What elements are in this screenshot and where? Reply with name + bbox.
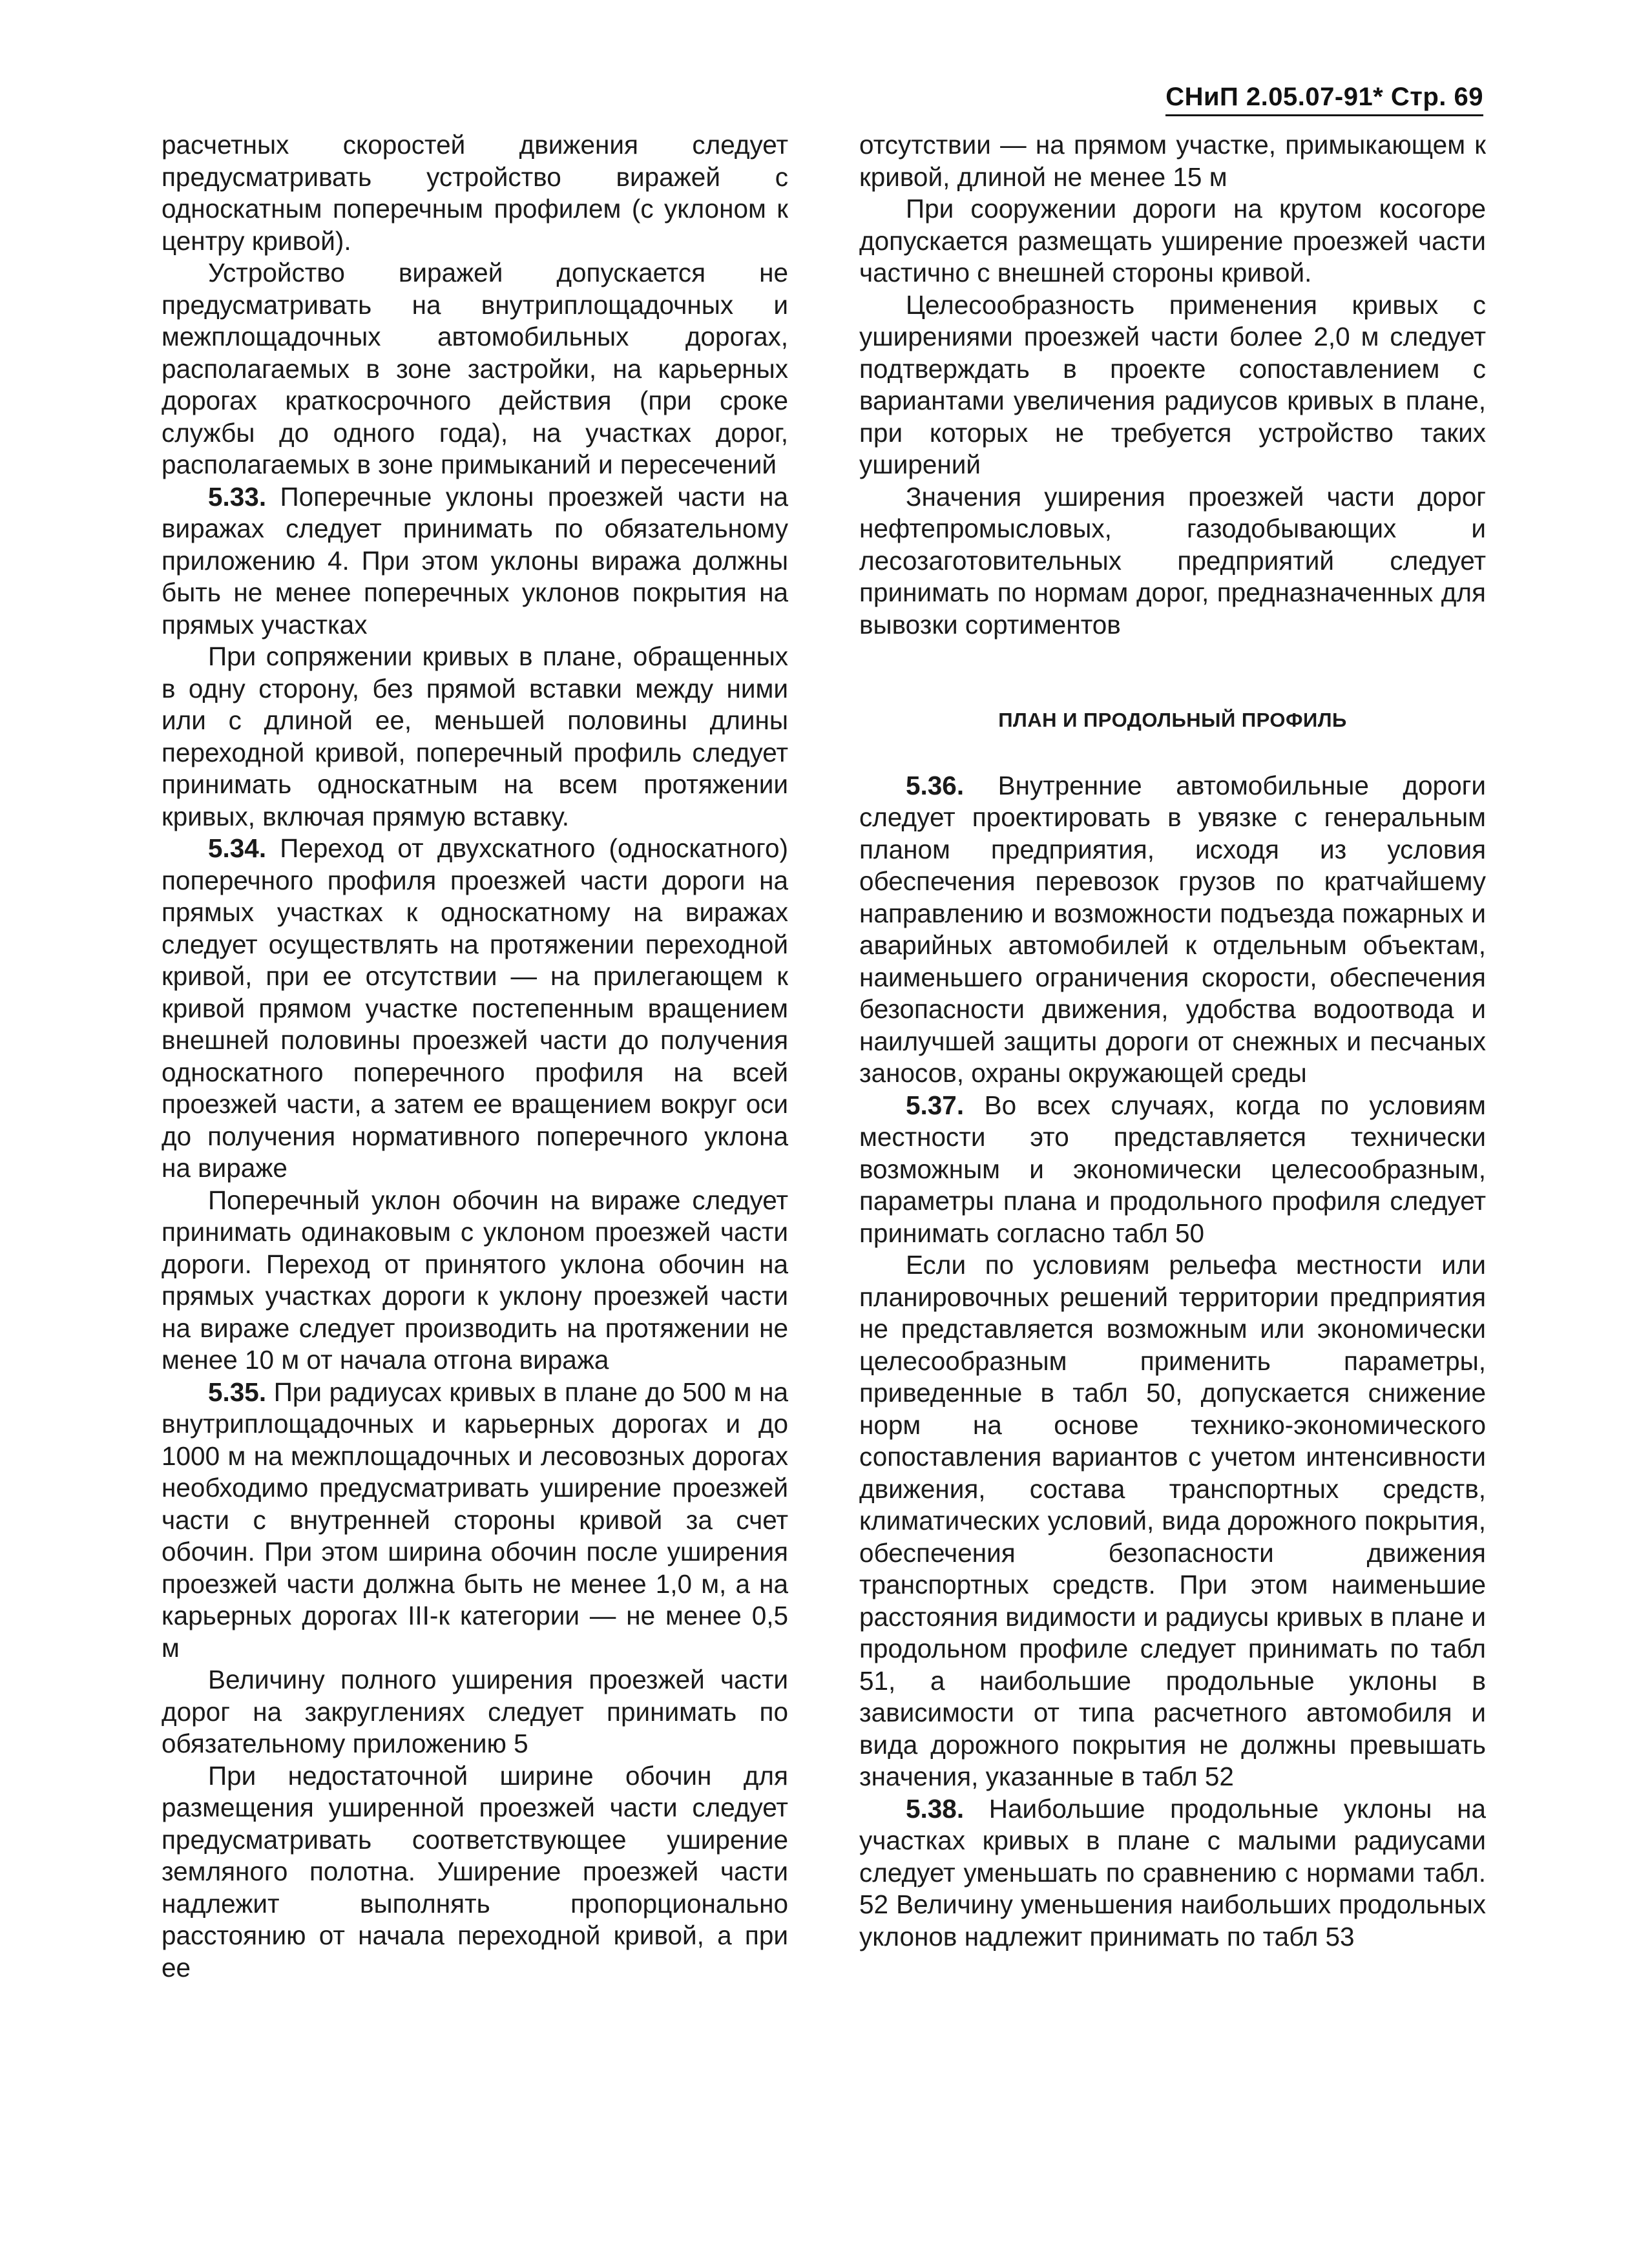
paragraph: Величину полного уширения проезжей части дорог на закруглениях следует принимать по обязательному приложению 5 [162,1665,788,1758]
paragraph: При сооружении дороги на крутом косогоре допускается размещать уширение проезжей части частично с внешней стороны кривой. [859,194,1486,287]
paragraph: Поперечный уклон обочин на вираже следует принимать одинаковым с уклоном проезжей части дороги. Переход от принятого уклона обочин на прямых участках дороги к уклону проезжей части на вираже следует производить на протяжении не менее 10 м от начала отгона виража [162,1185,788,1375]
clause-text: Наибольшие продольные уклоны на участках кривых в плане с малыми радиусами следует уменьшать по сравнению с нормами табл. 52 Величину уменьшения наибольших продольных уклонов надлежит принимать по табл 53 [859,1793,1486,1951]
clause-number: 5.36. [906,770,965,800]
clause-5-34 [162,833,788,1185]
clause-number: 5.38. [906,1793,965,1824]
section-heading: ПЛАН И ПРОДОЛЬНЫЙ ПРОФИЛЬ [998,709,1347,731]
clause-5-37 [859,1090,1486,1250]
paragraph: Значения уширения проезжей части дорог нефтепромысловых, газодобывающих и лесозаготовительных предприятий следует принимать по нормам дорог, предназначенных для вывозки сортиментов [859,481,1486,640]
paragraph: Если по условиям рельефа местности или планировочных решений территории предприятия не представляется возможным или экономически целесообразным применить параметры, приведенные в табл 50, допускается снижение норм на основе технико-экономического сопоставления вариантов с учетом интенсивности движения, состава транспортных средств, климатических условий, вида дорожного покрытия, обеспечения безопасности движения транспортных средств. При этом наименьшие расстояния видимости и радиусы кривых в плане и продольном профиле следует принимать по табл 51, а наибольшие продольные уклоны в зависимости от типа расчетного автомобиля и вида дорожного покрытия не должны превышать значения, указанные в табл 52 [859,1250,1486,1791]
paragraph: При недостаточной ширине обочин для размещения уширенной проезжей части следует предусматривать соответствующее уширение земляного полотна. Уширение проезжей части надлежит выполнять пропорционально расстоянию от начала переходной кривой, а при ее [162,1760,788,1982]
left-column [162,129,788,1984]
clause-number: 5.34. [208,833,267,863]
clause-text: Переход от двухскатного (односкатного) поперечного профиля проезжей части дороги на прямых участках к односкатному на виражах следует осуществлять на протяжении переходной кривой, при ее отсутствии — на прилегающем к кривой прямом участке постепенным вращением внешней половины проезжей части до получения односкатного поперечного профиля на всей проезжей части, а затем ее вращением вокруг оси до получения нормативного поперечного уклона на вираже [162,833,788,1183]
paragraph: отсутствии — на прямом участке, примыкающем к кривой, длиной не менее 15 м [859,130,1486,192]
paragraph: расчетных скоростей движения следует предусматривать устройство виражей с односкатным поперечным профилем (с уклоном к центру кривой). [162,130,788,256]
clause-5-36 [859,770,1486,1090]
clause-text: Внутренние автомобильные дороги следует проектировать в увязке с генеральным планом предприятия, исходя из условия обеспечения перевозок грузов по кратчайшему направлению и возможности подъезда пожарных и аварийных автомобилей к отдельным объектам, наименьшего ограничения скорости, обеспечения безопасности движения, удобства водоотвода и наилучшей защиты дороги от снежных и песчаных заносов, охраны окружающей среды [859,770,1486,1088]
paragraph: Устройство виражей допускается не предусматривать на внутриплощадочных и межплощадочных автомобильных дорогах, располагаемых в зоне застройки, на карьерных дорогах краткосрочного действия (при сроке службы до одного года), на участках дорог, располагаемых в зоне примыканий и пересечений [162,258,788,479]
running-header: СНиП 2.05.07-91* Стр. 69 [1165,83,1483,116]
clause-number: 5.35. [208,1377,267,1407]
clause-number: 5.37. [906,1090,965,1120]
clause-number: 5.33. [208,481,267,512]
right-column [859,129,1486,1953]
clause-5-38 [859,1793,1486,1953]
paragraph: Целесообразность применения кривых с уширениями проезжей части более 2,0 м следует подтверждать в проекте сопоставлением с вариантами увеличения радиусов кривых в плане, при которых не требуется устройство таких уширений [859,289,1486,479]
clause-5-33 [162,481,788,641]
paragraph: При сопряжении кривых в плане, обращенных в одну сторону, без прямой вставки между ними или с длиной ее, меньшей половины длины переходной кривой, поперечный профиль следует принимать односкатным на всем протяжении кривых, включая прямую вставку. [162,641,788,831]
clause-text: Во всех случаях, когда по условиям местности это представляется технически возможным и экономически целесообразным, параметры плана и продольного профиля следует принимать согласно табл 50 [859,1090,1486,1248]
clause-text: Поперечные уклоны проезжей части на виражах следует принимать по обязательному приложению 4. При этом уклоны виража должны быть не менее поперечных уклонов покрытия на прямых участках [162,481,788,640]
clause-text: При радиусах кривых в плане до 500 м на внутриплощадочных и карьерных дорогах и до 1000 м на межплощадочных и лесовозных дорогах необходимо предусматривать уширение проезжей части с внутренней стороны кривой за счет обочин. При этом ширина обочин после уширения проезжей части должна быть не менее 1,0 м, а на карьерных дорогах III-к категории — не менее 0,5 м [162,1377,788,1663]
clause-5-35 [162,1377,788,1665]
